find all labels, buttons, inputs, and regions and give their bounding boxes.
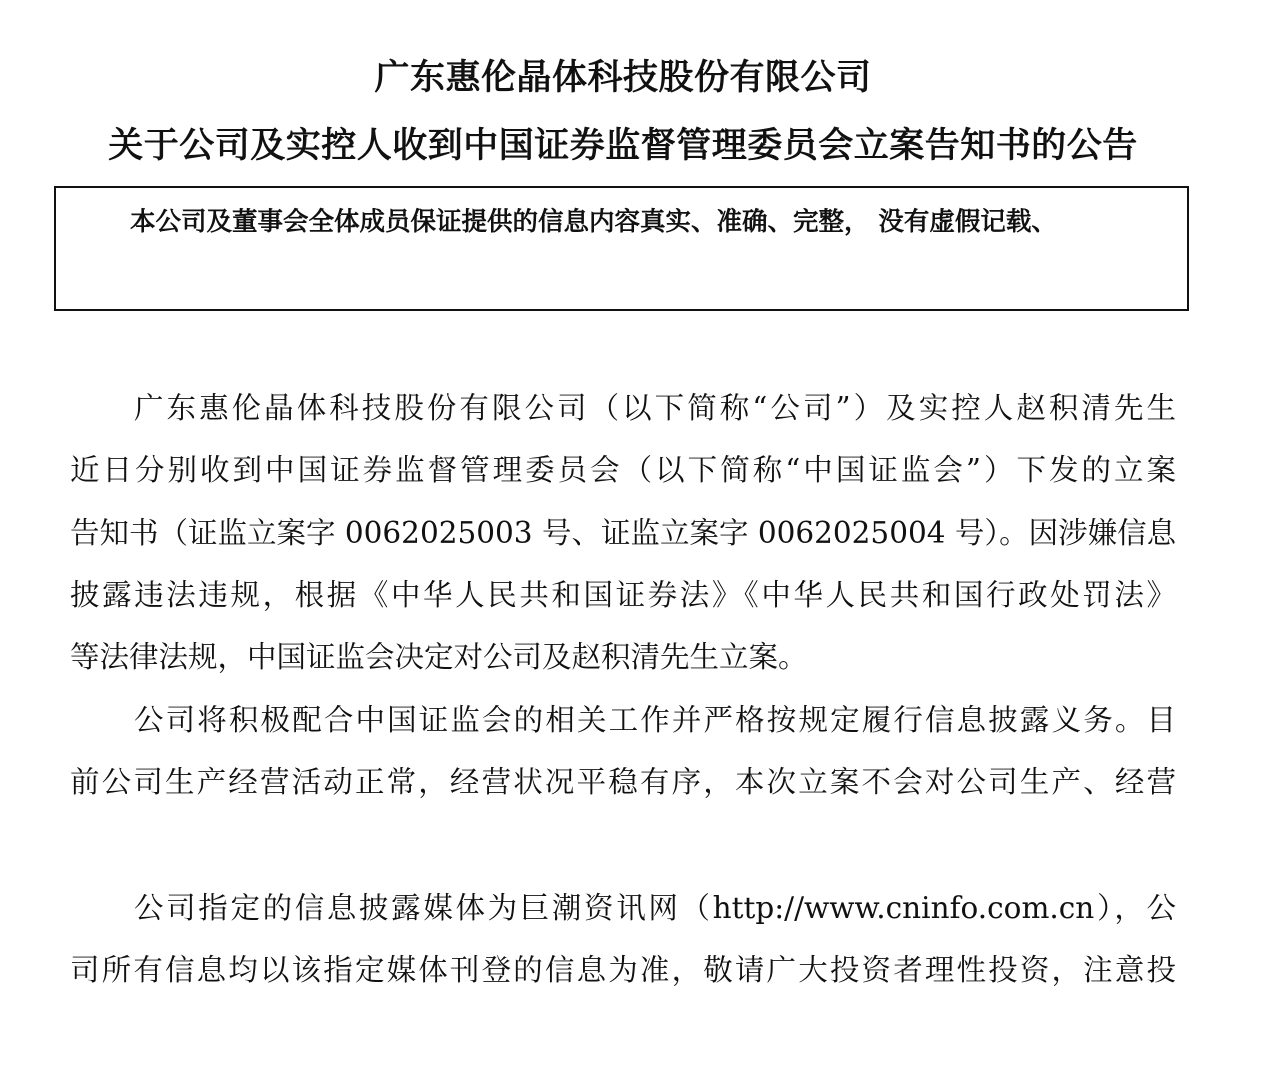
paragraph-3-line-2: 司所有信息均以该指定媒体刊登的信息为准，敬请广大投资者理性投资，注意投 <box>70 953 1176 987</box>
paragraph-1-line-5: 等法律法规，中国证监会决定对公司及赵积清先生立案。 <box>70 640 808 674</box>
paragraph-1-line-2: 近日分别收到中国证券监督管理委员会（以下简称“中国证监会”）下发的立案 <box>70 453 1176 487</box>
paragraph-3-line-1: 公司指定的信息披露媒体为巨潮资讯网（http://www.cninfo.com.cn），公 <box>134 891 1176 925</box>
board-guarantee-notice-box <box>54 186 1189 311</box>
paragraph-1-line-3: 告知书（证监立案字 0062025003 号、证监立案字 0062025004 号）。因涉嫌信息 <box>70 516 1177 550</box>
board-guarantee-text: 本公司及董事会全体成员保证提供的信息内容真实、准确、完整， 没有虚假记载、 <box>130 207 1057 237</box>
paragraph-1-line-1: 广东惠伦晶体科技股份有限公司（以下简称“公司”）及实控人赵积清先生 <box>134 391 1176 425</box>
announcement-title: 关于公司及实控人收到中国证券监督管理委员会立案告知书的公告 <box>108 126 1138 166</box>
paragraph-2-line-2: 前公司生产经营活动正常，经营状况平稳有序，本次立案不会对公司生产、经营 <box>70 765 1176 799</box>
paragraph-2-line-1: 公司将积极配合中国证监会的相关工作并严格按规定履行信息披露义务。目 <box>134 703 1176 737</box>
paragraph-1-line-4: 披露违法违规，根据《中华人民共和国证券法》《中华人民共和国行政处罚法》 <box>70 578 1176 612</box>
company-title: 广东惠伦晶体科技股份有限公司 <box>374 58 872 98</box>
